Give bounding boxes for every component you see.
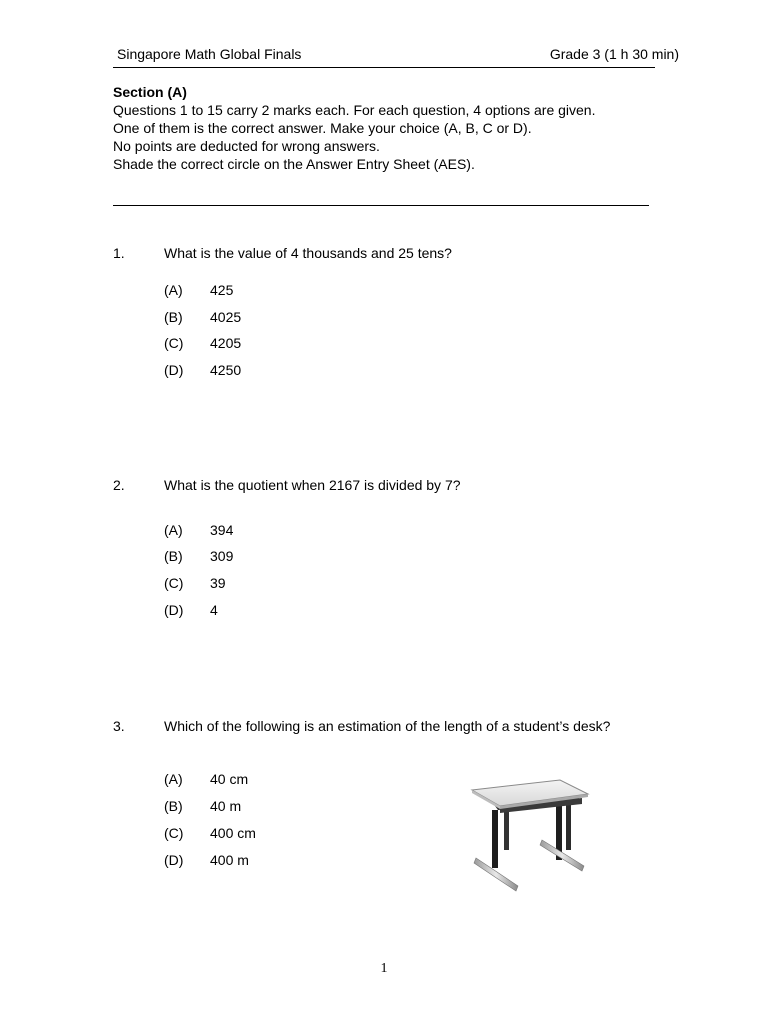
- section-title: Section (A): [113, 84, 187, 100]
- student-desk-image: [456, 760, 606, 905]
- question-number: 1.: [113, 245, 125, 261]
- option-letter: (D): [164, 602, 184, 618]
- option-value: 40 m: [210, 798, 242, 814]
- option-letter: (C): [164, 575, 184, 591]
- option-letter: (B): [164, 309, 183, 325]
- question-text: What is the quotient when 2167 is divided by 7?: [164, 477, 461, 493]
- option-value: 39: [210, 575, 226, 591]
- option-letter: (C): [164, 335, 184, 351]
- question-text: What is the value of 4 thousands and 25 tens?: [164, 245, 452, 261]
- question-number: 2.: [113, 477, 125, 493]
- option-letter: (B): [164, 548, 183, 564]
- question-number: 3.: [113, 718, 125, 734]
- option-value: 394: [210, 522, 234, 538]
- option-value: 425: [210, 282, 234, 298]
- page-number: 1: [380, 961, 388, 976]
- instruction-line: Shade the correct circle on the Answer Entry Sheet (AES).: [113, 156, 475, 172]
- instruction-line: Questions 1 to 15 carry 2 marks each. For each question, 4 options are given.: [113, 102, 596, 118]
- option-letter: (A): [164, 282, 183, 298]
- option-letter: (D): [164, 362, 184, 378]
- option-value: 4: [210, 602, 218, 618]
- option-value: 40 cm: [210, 771, 249, 787]
- option-letter: (D): [164, 852, 184, 868]
- header-title: Singapore Math Global Finals: [117, 46, 302, 62]
- option-value: 400 m: [210, 852, 249, 868]
- option-letter: (A): [164, 522, 183, 538]
- option-value: 4205: [210, 335, 242, 351]
- section-divider: [113, 205, 649, 206]
- option-value: 400 cm: [210, 825, 256, 841]
- option-letter: (C): [164, 825, 184, 841]
- section-instructions: [113, 83, 673, 173]
- option-value: 309: [210, 548, 234, 564]
- instruction-line: No points are deducted for wrong answers.: [113, 138, 380, 154]
- option-letter: (B): [164, 798, 183, 814]
- header-grade-duration: Grade 3 (1 h 30 min): [549, 46, 679, 62]
- page-header: [113, 45, 679, 68]
- instruction-line: One of them is the correct answer. Make your choice (A, B, C or D).: [113, 120, 532, 136]
- option-value: 4250: [210, 362, 242, 378]
- option-letter: (A): [164, 771, 183, 787]
- question-text: Which of the following is an estimation of the length of a student’s desk?: [164, 718, 611, 734]
- option-value: 4025: [210, 309, 242, 325]
